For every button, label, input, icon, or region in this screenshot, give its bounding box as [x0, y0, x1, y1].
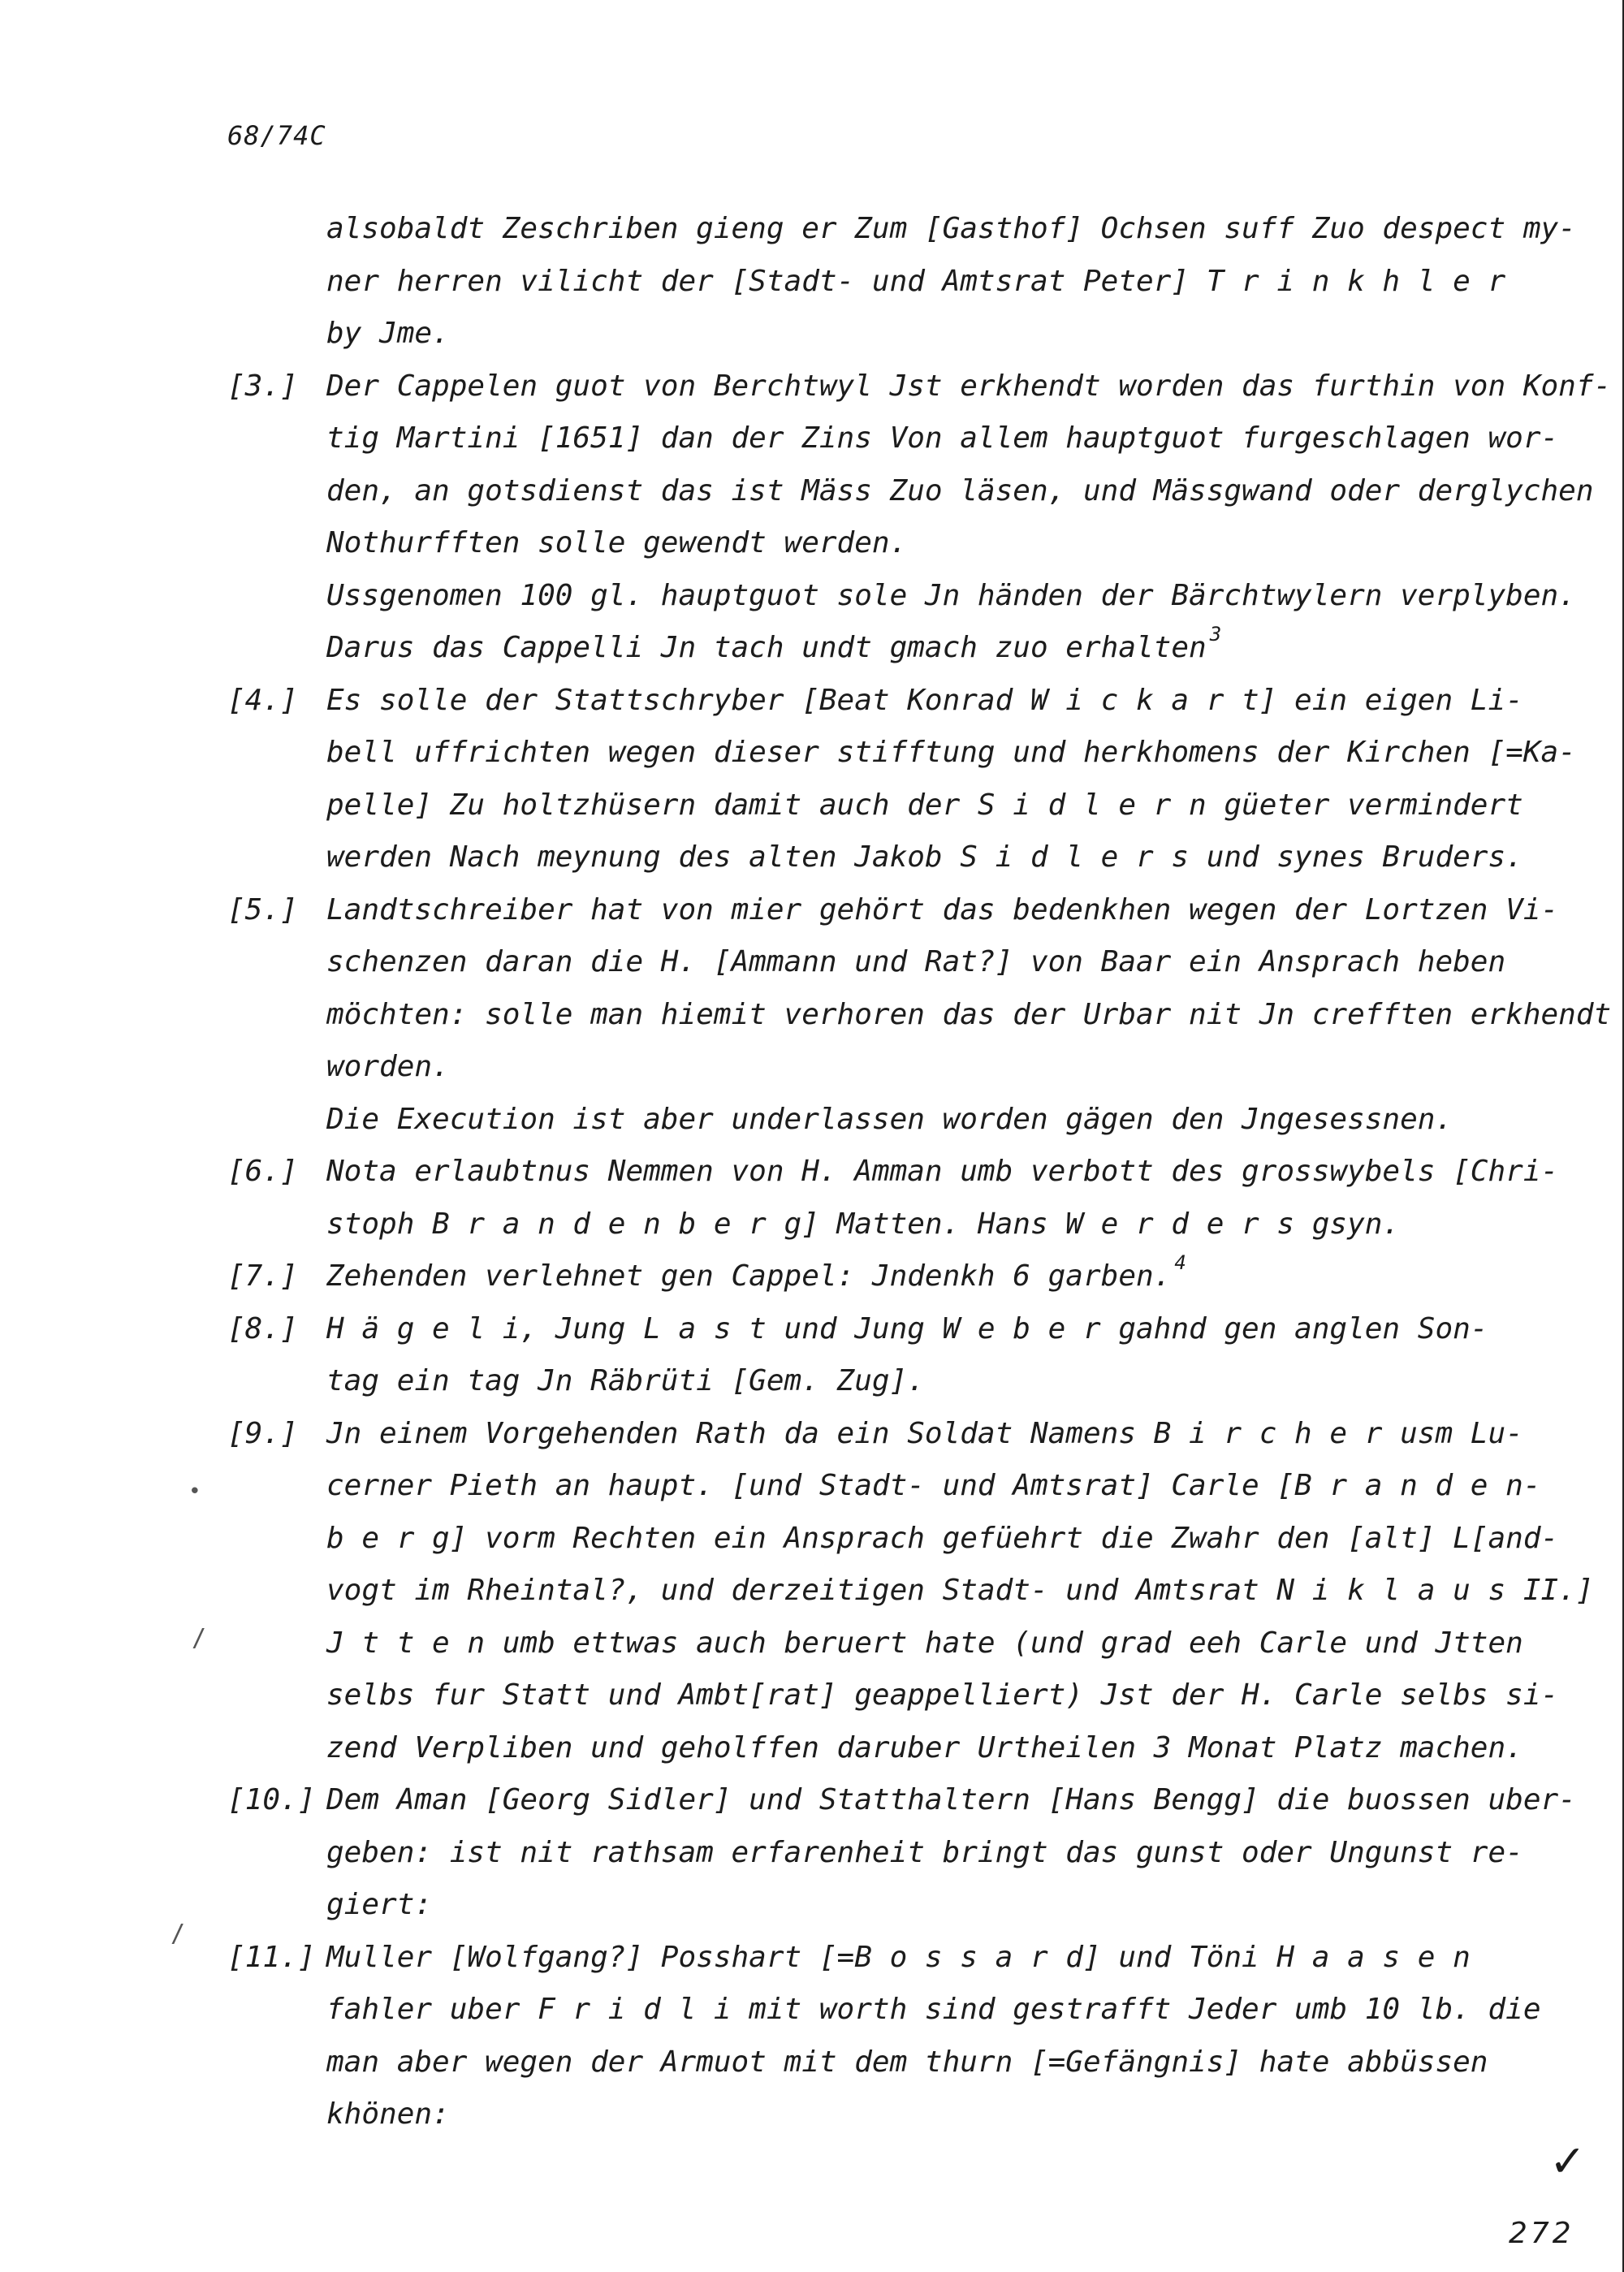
line-text [326, 1669, 1558, 1722]
line-text [326, 989, 1611, 1042]
line-text [326, 1041, 1527, 1094]
line-text [326, 1146, 1558, 1199]
line-text-content: alsobaldt Zeschriben gieng er Zum [Gasthof] Ochsen suff Zuo despect my- [326, 212, 1576, 245]
line-text-content: H ä g e l i, Jung L a s t und Jung W e b e r gahnd gen anglen Son- [326, 1311, 1488, 1345]
line-text [326, 1408, 1527, 1461]
line-text [326, 936, 1527, 989]
footnote-marker: 4 [1174, 1251, 1186, 1274]
margin-stroke-mark: / [192, 1624, 207, 1652]
line-text-content: werden Nach meynung des alten Jakob S i d l e r s und synes Bruders. [326, 840, 1523, 874]
text-line [227, 1460, 1541, 1513]
line-text-content: khönen: [326, 2097, 450, 2131]
line-text [326, 1932, 1527, 1985]
line-text [326, 1618, 1527, 1670]
line-text [326, 780, 1527, 832]
line-text [326, 465, 1594, 518]
line-text [326, 1250, 1527, 1303]
text-line [227, 1146, 1559, 1199]
line-text [326, 413, 1558, 465]
document-reference: 68/74C [227, 120, 326, 151]
text-line [227, 1408, 1527, 1461]
line-text [326, 727, 1576, 780]
text-line [227, 1303, 1527, 1356]
line-text-content: worden. [326, 1050, 450, 1083]
line-text-content: man aber wegen der Armuot mit dem thurn [=Gefängnis] hate abbüssen [326, 2045, 1488, 2079]
text-line [227, 256, 1527, 309]
text-line [227, 989, 1612, 1042]
line-text [326, 570, 1576, 623]
text-line [227, 936, 1527, 989]
line-text-content: Die Execution ist aber underlassen worden gägen den Jngesessnen. [326, 1102, 1453, 1136]
check-mark: ✓ [1549, 2136, 1587, 2187]
line-text [326, 1303, 1527, 1356]
line-text-content: Muller [Wolfgang?] Posshart [=B o s s a r d] und Töni H a a s e n [326, 1940, 1471, 1974]
text-line [227, 831, 1527, 884]
line-text [326, 2037, 1527, 2089]
line-text-content: Dem Aman [Georg Sidler] und Statthaltern [Hans Bengg] die buossen uber- [326, 1783, 1576, 1816]
line-text-content: fahler uber F r i d l i mit worth sind gestrafft Jeder umb 10 lb. die [326, 1993, 1541, 2026]
text-line [227, 1932, 1527, 1985]
line-text [326, 1094, 1527, 1147]
entry-number: [4.] [227, 683, 298, 717]
line-text [326, 1774, 1576, 1827]
line-text-content: tag ein tag Jn Räbrüti [Gem. Zug]. [326, 1364, 925, 1397]
line-text-content: Jn einem Vorgehenden Rath da ein Soldat Namens B i r c h e r usm Lu- [326, 1416, 1523, 1450]
line-text-content: tig Martini [1651] dan der Zins Von allem hauptguot furgeschlagen wor- [326, 421, 1559, 455]
line-text [326, 203, 1576, 256]
line-text [326, 1565, 1594, 1618]
line-text-content: J t t e n umb ettwas auch beruert hate (und grad eeh Carle und Jtten [326, 1626, 1523, 1660]
text-line [227, 570, 1576, 623]
text-line [227, 1879, 1527, 1932]
line-text-content: Darus das Cappelli Jn tach undt gmach zuo erhalten [326, 631, 1207, 664]
text-line [227, 308, 1527, 361]
line-text-content: selbs fur Statt und Ambt[rat] geappelliert) Jst der H. Carle selbs si- [326, 1678, 1559, 1712]
line-text [326, 256, 1527, 309]
entry-number: [6.] [227, 1155, 298, 1188]
line-text [326, 1460, 1541, 1513]
line-text-content: zend Verpliben und geholffen daruber Urtheilen 3 Monat Platz machen. [326, 1730, 1523, 1764]
text-line [227, 413, 1559, 465]
line-text [326, 1827, 1527, 1880]
footnote-marker: 3 [1209, 623, 1222, 646]
text-line [227, 465, 1594, 518]
text-line [227, 780, 1527, 832]
entry-number: [11.] [227, 1940, 316, 1974]
line-text-content: stoph B r a n d e n b e r g] Matten. Hans W e r d e r s gsyn. [326, 1207, 1401, 1241]
line-text [326, 1355, 1527, 1408]
text-line [227, 884, 1559, 937]
line-text [326, 675, 1527, 728]
line-text [326, 1984, 1541, 2037]
text-line [227, 2037, 1527, 2089]
line-text [326, 361, 1611, 413]
line-text-content: Nothurfften solle gewendt werden. [326, 526, 908, 559]
text-line [227, 1827, 1527, 1880]
text-line [227, 1774, 1576, 1827]
text-line [227, 1565, 1594, 1618]
line-text-content: pelle] Zu holtzhüsern damit auch der S i d l e r n güeter vermindert [326, 788, 1523, 822]
text-line [227, 361, 1612, 413]
text-line [227, 1669, 1559, 1722]
entry-number: [5.] [227, 892, 298, 927]
line-text [326, 1722, 1527, 1775]
text-line [227, 1618, 1527, 1670]
line-text-content: bell uffrichten wegen dieser stifftung und herkhomens der Kirchen [=Ka- [326, 736, 1576, 769]
text-line [227, 675, 1527, 728]
text-line [227, 1355, 1527, 1408]
line-text-content: schenzen daran die H. [Ammann und Rat?] von Baar ein Ansprach heben [326, 945, 1506, 978]
line-text-content: giert: [326, 1888, 433, 1921]
line-text-content: b e r g] vorm Rechten ein Ansprach gefüehrt die Zwahr den [alt] L[and- [326, 1521, 1559, 1555]
entry-number: [7.] [227, 1259, 298, 1293]
line-text-content: Zehenden verlehnet gen Cappel: Jndenkh 6 garben. [326, 1259, 1172, 1293]
line-text [326, 1513, 1558, 1566]
text-line [227, 727, 1576, 780]
line-text-content: Ussgenomen 100 gl. hauptguot sole Jn händen der Bärchtwylern verplyben. [326, 578, 1576, 612]
text-line [227, 1041, 1527, 1094]
line-text [326, 308, 1527, 361]
line-text [326, 1199, 1527, 1251]
text-line [227, 1722, 1527, 1775]
line-text-content: möchten: solle man hiemit verhoren das der Urbar nit Jn crefften erkhendt [326, 997, 1612, 1031]
entry-number: [9.] [227, 1416, 298, 1450]
line-text-content: Es solle der Stattschryber [Beat Konrad W i c k a r t] ein eigen Li- [326, 683, 1523, 717]
page-number: 272 [1509, 2217, 1574, 2250]
entry-number: [10.] [227, 1783, 316, 1816]
text-line [227, 2088, 1527, 2141]
text-line [227, 1984, 1541, 2037]
text-line [227, 1513, 1559, 1566]
margin-dot-mark: • [188, 1479, 201, 1504]
line-text-content: by Jme. [326, 317, 450, 350]
entry-number: [3.] [227, 369, 298, 403]
text-line [227, 622, 1527, 675]
line-text [326, 1879, 1527, 1932]
line-text-content: Der Cappelen guot von Berchtwyl Jst erkhendt worden das furthin von Konf- [326, 369, 1612, 403]
text-line [227, 517, 1527, 570]
entry-number: [8.] [227, 1311, 298, 1345]
line-text [326, 831, 1527, 884]
text-line [227, 1094, 1527, 1147]
text-line [227, 1250, 1527, 1303]
text-line [227, 1199, 1527, 1251]
line-text [326, 622, 1527, 675]
line-text-content: ner herren vilicht der [Stadt- und Amtsrat Peter] T r i n k h l e r [326, 264, 1506, 298]
line-text-content: Nota erlaubtnus Nemmen von H. Amman umb verbott des grosswybels [Chri- [326, 1155, 1559, 1188]
line-text [326, 2088, 1527, 2141]
text-line [227, 203, 1576, 256]
margin-stroke-mark: / [171, 1920, 186, 1948]
transcription-body [227, 203, 1612, 2141]
line-text [326, 884, 1558, 937]
line-text-content: cerner Pieth an haupt. [und Stadt- und Amtsrat] Carle [B r a n d e n- [326, 1469, 1541, 1502]
line-text [326, 517, 1527, 570]
line-text-content: geben: ist nit rathsam erfarenheit bringt das gunst oder Ungunst re- [326, 1835, 1523, 1869]
line-text-content: vogt im Rheintal?, und derzeitigen Stadt- und Amtsrat N i k l a u s II.] [326, 1574, 1594, 1607]
line-text-content: Landtschreiber hat von mier gehört das bedenkhen wegen der Lortzen Vi- [326, 892, 1559, 927]
line-text-content: den, an gotsdienst das ist Mäss Zuo läsen, und Mässgwand oder derglychen [326, 473, 1594, 508]
